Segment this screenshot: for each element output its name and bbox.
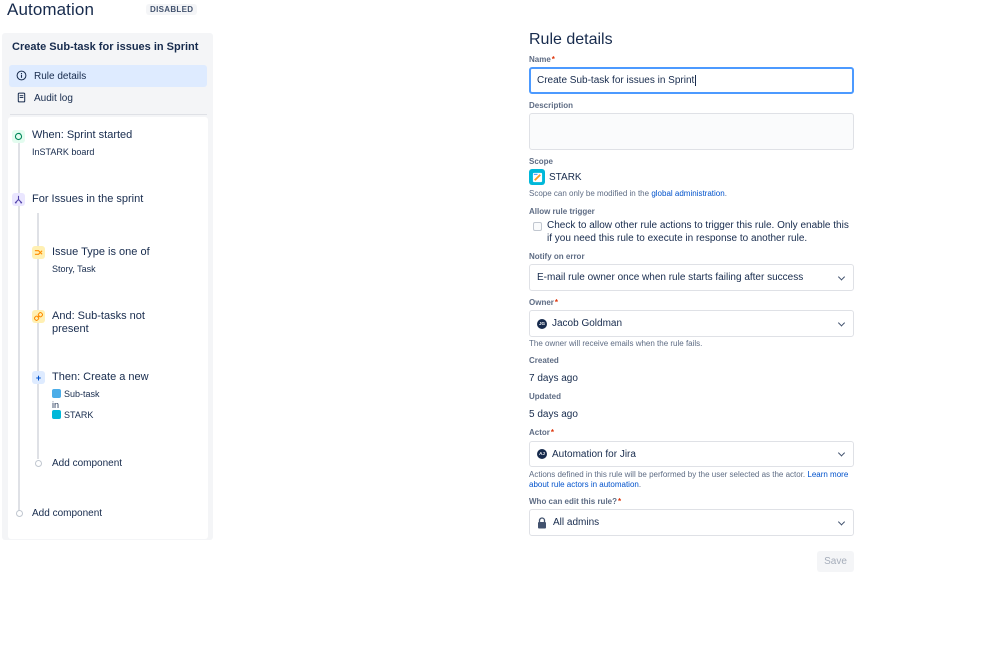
status-badge: DISABLED [146, 4, 197, 15]
save-button[interactable]: Save [817, 551, 854, 572]
actor-help: Actions defined in this rule will be performed by the user selected as the actor. Learn more about rule actors in automation. [529, 470, 849, 489]
allow-trigger-label: Allow rule trigger [529, 207, 595, 216]
description-field[interactable] [529, 113, 854, 150]
owner-label: Owner* [529, 298, 559, 307]
project-line: STARK [52, 410, 93, 421]
component-subtitle: InSTARK board [32, 147, 95, 157]
rule-name-heading: Create Sub-task for issues in Sprint [12, 41, 199, 53]
updated-value: 5 days ago [529, 409, 578, 420]
trigger-icon [12, 130, 25, 143]
scope-help: Scope can only be modified in the global administration. [529, 189, 727, 198]
component-title: Issue Type is one of [52, 246, 150, 258]
actor-select[interactable]: AJ Automation for Jira [529, 441, 854, 467]
component-subtitle: Story, Task [52, 264, 96, 274]
learn-more-link[interactable]: Learn more about rule actors in automation [529, 470, 849, 489]
scope-value: STARK [549, 172, 582, 183]
subtask-icon [52, 389, 61, 398]
chevron-down-icon [838, 319, 845, 326]
sidebar-item-audit-log[interactable] [9, 87, 207, 109]
scope-label: Scope [529, 157, 554, 166]
link-icon [32, 310, 45, 323]
add-dot [35, 460, 42, 467]
component-title: Then: Create a new [52, 371, 149, 383]
info-icon [16, 70, 27, 81]
name-field[interactable]: Create Sub-task for issues in Sprint [529, 67, 854, 94]
add-component-button[interactable]: Add component [32, 508, 103, 519]
actor-label: Actor* [529, 428, 555, 437]
created-label: Created [529, 356, 559, 365]
component-title: And: Sub-tasks not present [52, 310, 145, 335]
allow-trigger-text: Check to allow other rule actions to trigger this rule. Only enable this if you need this rule to execute in response to another rule. [547, 220, 849, 244]
project-name: STARK board [39, 147, 95, 157]
form-title: Rule details [529, 31, 613, 48]
editors-select[interactable]: All admins [529, 509, 854, 536]
page-title: Automation [7, 0, 94, 19]
owner-select[interactable]: JG Jacob Goldman [529, 310, 854, 337]
name-label: Name* [529, 55, 555, 64]
plus-icon: + [32, 371, 45, 384]
document-icon [16, 92, 27, 103]
lock-icon [537, 517, 547, 529]
in-label: in [52, 400, 60, 410]
component-title: When: Sprint started [32, 129, 133, 141]
description-label: Description [529, 101, 574, 110]
sidebar-item-label: Audit log [34, 92, 73, 104]
issue-type-line: Sub-task [52, 389, 100, 400]
project-avatar-icon [529, 169, 545, 185]
notify-label: Notify on error [529, 252, 585, 261]
component-title: For Issues in the sprint [32, 193, 144, 205]
global-administration-link[interactable]: global administration [651, 189, 725, 198]
condition-icon [32, 246, 45, 259]
text-cursor [695, 75, 696, 86]
chevron-down-icon [838, 449, 845, 456]
allow-trigger-checkbox[interactable] [533, 222, 542, 231]
created-value: 7 days ago [529, 373, 578, 384]
updated-label: Updated [529, 392, 561, 401]
add-component-nested-button[interactable]: Add component [52, 458, 123, 469]
avatar: AJ [537, 449, 547, 459]
avatar: JG [537, 319, 547, 329]
editors-label: Who can edit this rule?* [529, 497, 622, 506]
sidebar-item-rule-details[interactable] [9, 65, 207, 87]
sidebar-item-label: Rule details [34, 70, 87, 82]
notify-select[interactable]: E-mail rule owner once when rule starts failing after success [529, 264, 854, 291]
add-dot [16, 510, 23, 517]
branch-icon [12, 193, 25, 206]
divider [10, 114, 207, 115]
project-icon [52, 410, 61, 419]
rule-sidebar [2, 33, 213, 540]
owner-help: The owner will receive emails when the rule fails. [529, 339, 703, 348]
chevron-down-icon [838, 518, 845, 525]
chevron-down-icon [838, 273, 845, 280]
